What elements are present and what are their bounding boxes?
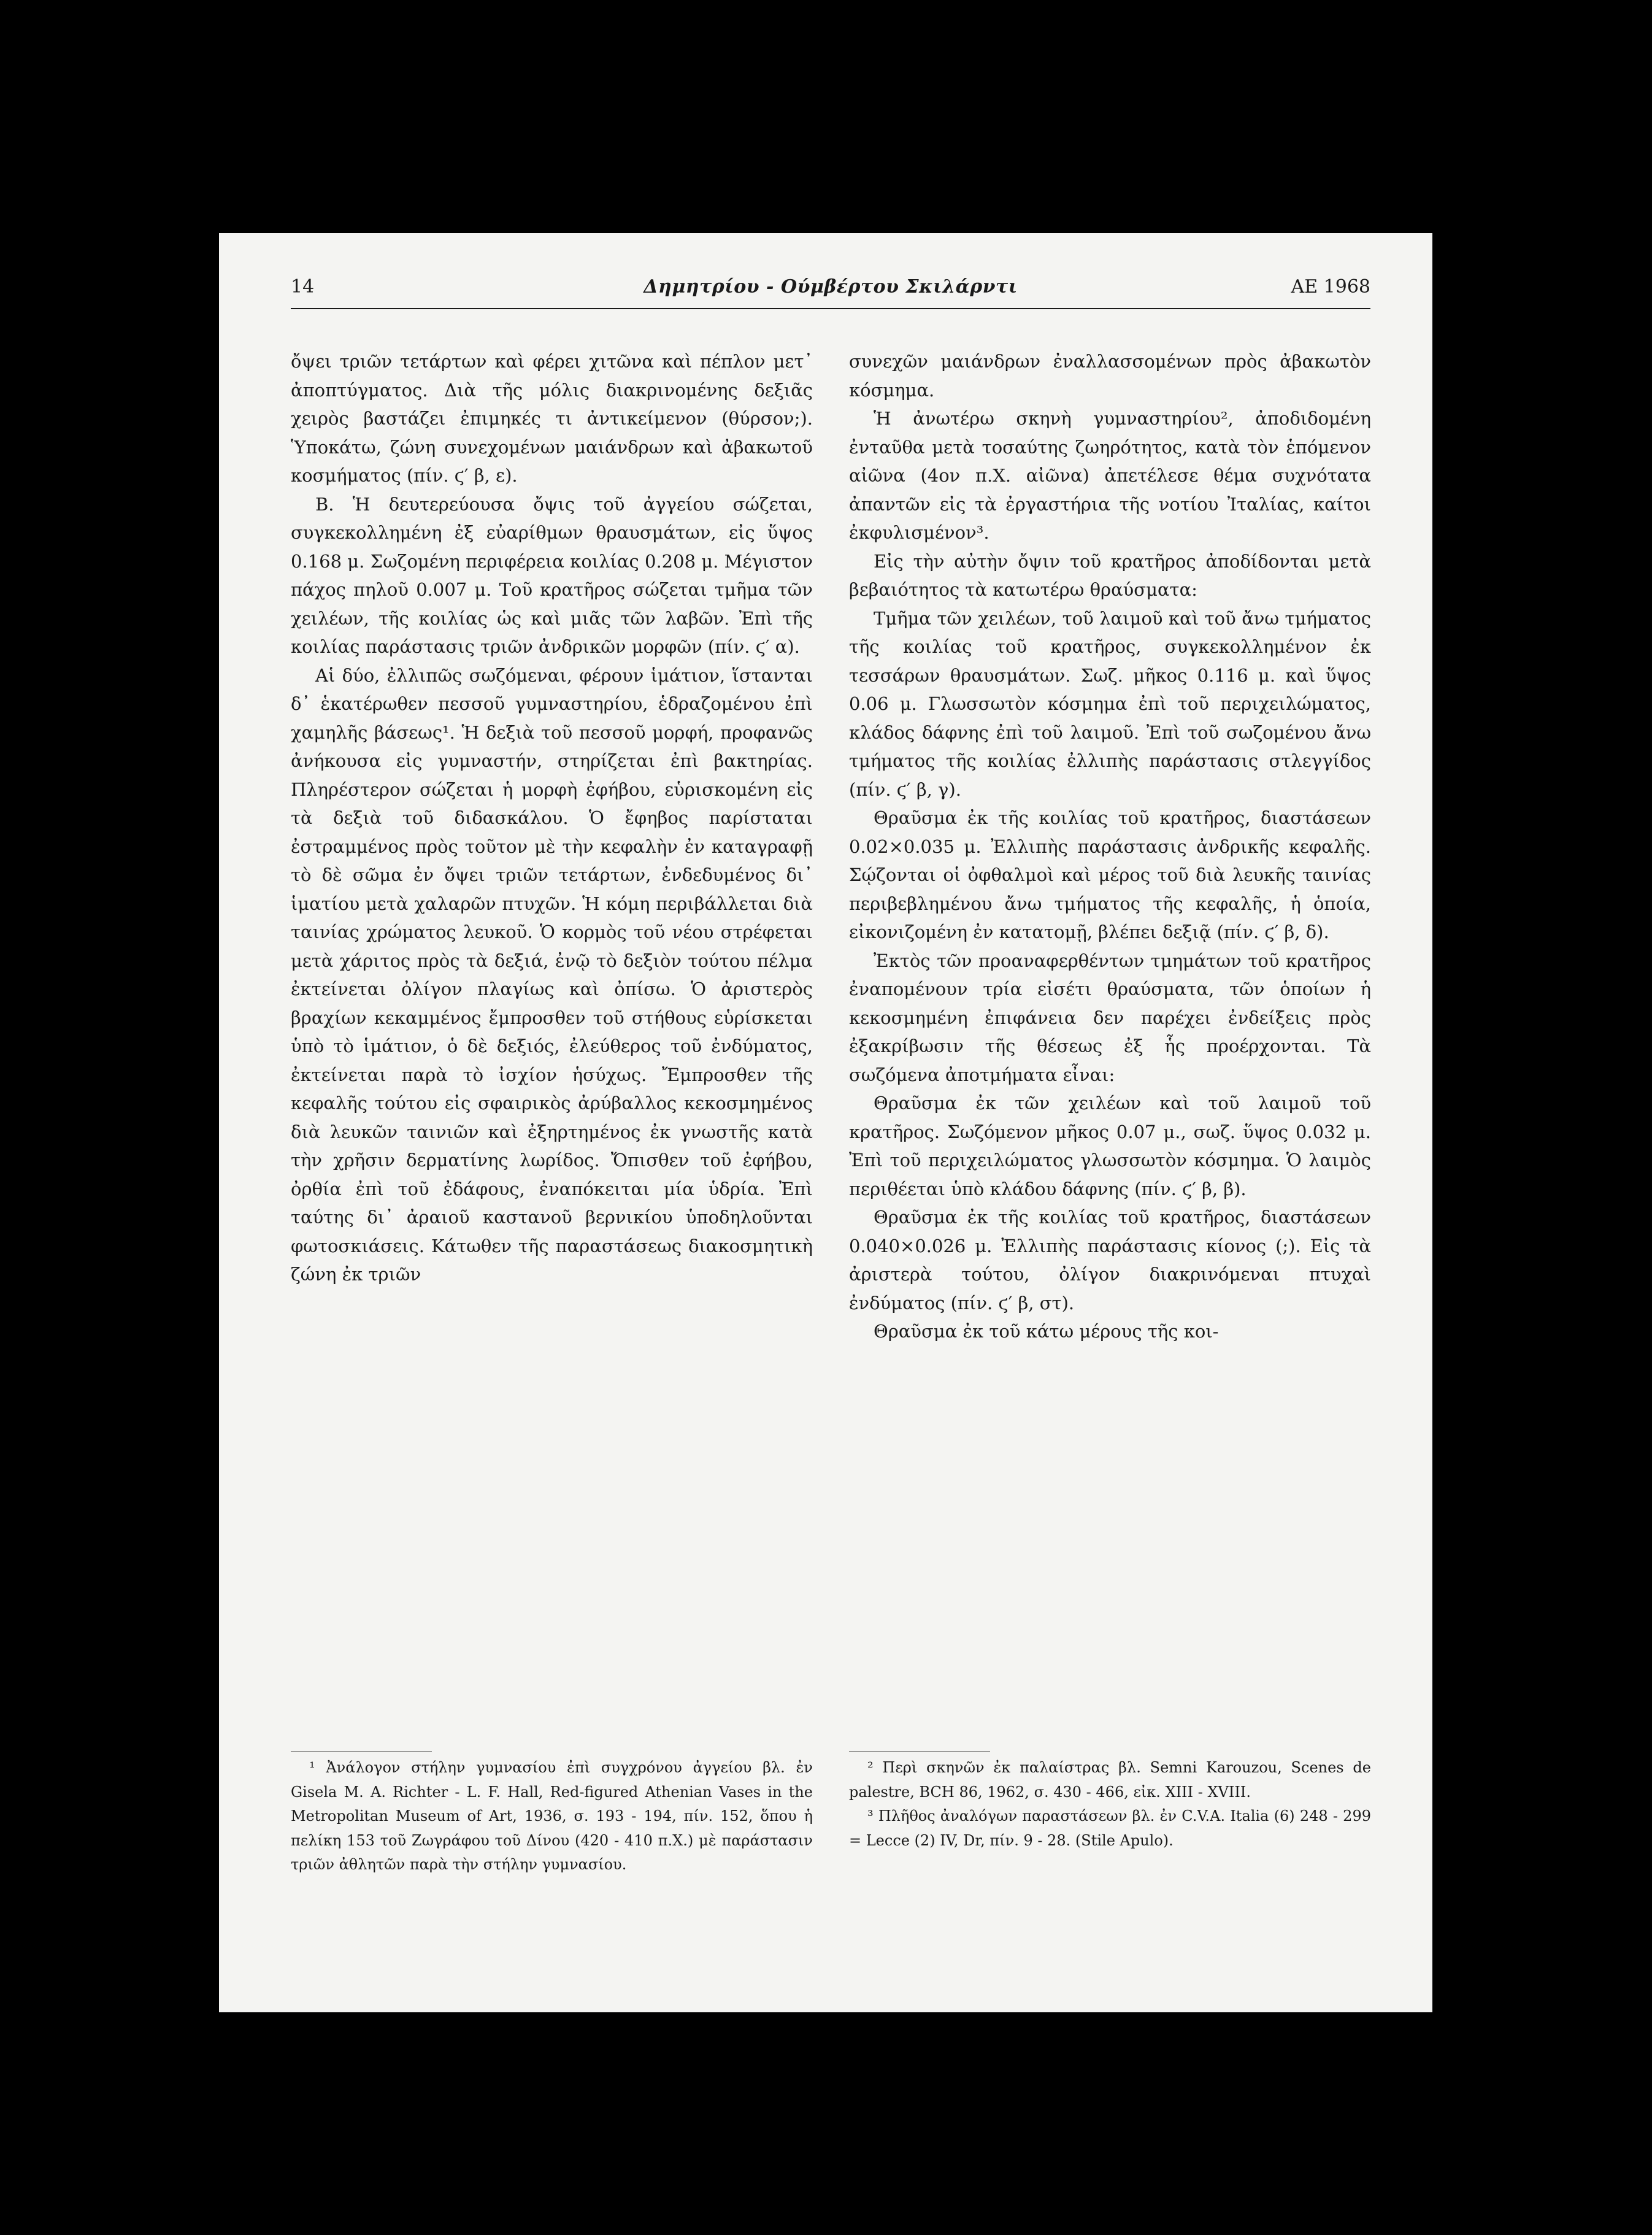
paragraph: Β. Ἡ δευτερεύουσα ὄψις τοῦ ἀγγείου σώζεται, συγκεκολλημένη ἐξ εὐαρίθμων θραυσμάτων, εἰς ὕψος 0.168 μ. Σωζομένη περιφέρεια κοιλίας 0.208 μ. Μέγιστον πάχος πηλοῦ 0.007 μ. Τοῦ κρατῆρος σώζεται τμῆμα τῶν χειλέων, τῆς κοιλίας ὡς καὶ μιᾶς τῶν λαβῶν. Ἐπὶ τῆς κοιλίας παράστασις τριῶν ἀνδρικῶν μορφῶν (πίν. ϛ′ α).: [291, 493, 813, 657]
right-column: [849, 347, 1371, 1346]
left-column: [291, 347, 813, 1289]
paragraph: Ἐκτὸς τῶν προαναφερθέντων τμημάτων τοῦ κρατῆρος ἐναπομένουν τρία εἰσέτι θραύσματα, τῶν ὁποίων ἡ κεκοσμημένη ἐπιφάνεια δεν παρέχει ἐνδείξεις πρὸς ἐξακρίβωσιν τῆς θέσεως ἐξ ἧς προέρχονται. Τὰ σωζόμενα ἀποτμήματα εἶναι:: [849, 950, 1371, 1085]
paragraph: Θραῦσμα ἐκ τῶν χειλέων καὶ τοῦ λαιμοῦ τοῦ κρατῆρος. Σωζόμενον μῆκος 0.07 μ., σωζ. ὕψος 0.032 μ. Ἐπὶ τοῦ περιχειλώματος γλωσσωτὸν κόσμημα. Ὁ λαιμὸς περιθέεται ὑπὸ κλάδου δάφνης (πίν. ϛ′ β, β).: [849, 1093, 1371, 1199]
footnote: ³ Πλῆθος ἀναλόγων παραστάσεων βλ. ἐν C.V.A. Italia (6) 248 - 299 = Lecce (2) IV, Dr, πίν. 9 - 28. (Stile Apulo).: [849, 1807, 1371, 1849]
paragraph: Αἱ δύο, ἐλλιπῶς σωζόμεναι, φέρουν ἱμάτιον, ἵστανται δ᾽ ἑκατέρωθεν πεσσοῦ γυμναστηρίου, ἑδραζομένου ἐπὶ χαμηλῆς βάσεως¹. Ἡ δεξιὰ τοῦ πεσσοῦ μορφή, προφανῶς ἀνήκουσα εἰς γυμναστήν, στηρίζεται ἐπὶ βακτηρίας. Πληρέστερον σώζεται ἡ μορφὴ ἐφήβου, εὑρισκομένη εἰς τὰ δεξιὰ τοῦ διδασκάλου. Ὁ ἔφηβος παρίσταται ἐστραμμένος πρὸς τοῦτον μὲ τὴν κεφαλὴν ἐν καταγραφῇ τὸ δὲ σῶμα ἐν ὄψει τριῶν τετάρτων, ἐνδεδυμένος δι᾽ ἱματίου μετὰ χαλαρῶν πτυχῶν. Ἡ κόμη περιβάλλεται διὰ ταινίας χρώματος λευκοῦ. Ὁ κορμὸς τοῦ νέου στρέφεται μετὰ χάριτος πρὸς τὰ δεξιά, ἐνῷ τὸ δεξιὸν τούτου πέλμα ἐκτείνεται ὀλίγον πλαγίως καὶ ὀπίσω. Ὁ ἀριστερὸς βραχίων κεκαμμένος ἔμπροσθεν τοῦ στήθους εὑρίσκεται ὑπὸ τὸ ἱμάτιον, ὁ δὲ δεξιός, ἐλεύθερος τοῦ ἐνδύματος, ἐκτείνεται παρὰ τὸ ἰσχίον ἡσύχως. Ἔμπροσθεν τῆς κεφαλῆς τούτου εἰς σφαιρικὸς ἀρύβαλλος κεκοσμημένος διὰ λευκῶν ταινιῶν καὶ ἐξηρτημένος ἐκ γνωστῆς κατὰ τὴν χρῆσιν δερματίνης λωρίδος. Ὄπισθεν τοῦ ἐφήβου, ὀρθία ἐπὶ τοῦ ἐδάφους, ἐναπόκειται μία ὑδρία. Ἐπὶ ταύτης δι᾽ ἀραιοῦ καστανοῦ βερνικίου ὑποδηλοῦνται φωτοσκιάσεις. Κάτωθεν τῆς παραστάσεως διακοσμητικὴ ζώνη ἐκ τριῶν: [291, 664, 813, 1285]
footnotes-left: [291, 1756, 813, 1877]
paragraph: ὄψει τριῶν τετάρτων καὶ φέρει χιτῶνα καὶ πέπλον μετ᾽ ἀποπτύγματος. Διὰ τῆς μόλις διακρινομένης δεξιᾶς χειρὸς βαστάζει ἐπιμηκές τι ἀντικείμενον (θύρσον;). Ὑποκάτω, ζώνη συνεχομένων μαιάνδρων καὶ ἀβακωτοῦ κοσμήματος (πίν. ϛ′ β, ε).: [291, 351, 813, 486]
paragraph: Θραῦσμα ἐκ τῆς κοιλίας τοῦ κρατῆρος, διαστάσεων 0.02×0.035 μ. Ἐλλιπὴς παράστασις ἀνδρικῆς κεφαλῆς. Σῴζονται οἱ ὀφθαλμοὶ καὶ μέρος τοῦ διὰ λευκῆς ταινίας περιβεβλημένου ἄνω τμήματος τῆς κεφαλῆς, ἡ ὁποία, εἰκονιζομένη ἐν κατατομῇ, βλέπει δεξιᾷ (πίν. ϛ′ β, δ).: [849, 807, 1371, 942]
header-rule: [291, 308, 1370, 309]
document-page: [219, 233, 1432, 2012]
page-number: 14: [291, 276, 315, 298]
footnote: ¹ Ἀνάλογον στήλην γυμνασίου ἐπὶ συγχρόνου ἀγγείου βλ. ἐν Gisela M. A. Richter - L. F. Hall, Red-figured Athenian Vases in the Metropolitan Museum of Art, 1936, σ. 193 - 194, πίν. 152, ὅπου ἡ πελίκη 153 τοῦ Ζωγράφου τοῦ Δίνου (420 - 410 π.Χ.) μὲ παράστασιν τριῶν ἀθλητῶν παρὰ τὴν στήλην γυμνασίου.: [291, 1759, 813, 1873]
paragraph: Εἰς τὴν αὐτὴν ὄψιν τοῦ κρατῆρος ἀποδίδονται μετὰ βεβαιότητος τὰ κατωτέρω θραύσματα:: [849, 550, 1371, 600]
journal-reference: ΑΕ 1968: [1291, 276, 1370, 298]
running-header: [291, 276, 1370, 313]
paragraph: Ἡ ἀνωτέρω σκηνὴ γυμναστηρίου², ἀποδιδομένη ἐνταῦθα μετὰ τοσαύτης ζωηρότητος, κατὰ τὸν ἑπόμενον αἰῶνα (4ον π.Χ. αἰῶνα) ἀπετέλεσε θέμα συχνότατα ἀπαντῶν εἰς τὰ ἐργαστήρια τῆς νοτίου Ἰταλίας, καίτοι ἐκφυλισμένον³.: [849, 408, 1371, 543]
paragraph: Θραῦσμα ἐκ τῆς κοιλίας τοῦ κρατῆρος, διαστάσεων 0.040×0.026 μ. Ἐλλιπὴς παράστασις κίονος (;). Εἰς τὰ ἀριστερὰ τούτου, ὀλίγον διακρινόμεναι πτυχαὶ ἐνδύματος (πίν. ϛ′ β, στ).: [849, 1207, 1371, 1314]
paragraph: συνεχῶν μαιάνδρων ἐναλλασσομένων πρὸς ἀβακωτὸν κόσμημα.: [849, 351, 1371, 401]
footnotes-right: [849, 1756, 1371, 1853]
paragraph: Θραῦσμα ἐκ τοῦ κάτω μέρους τῆς κοι-: [874, 1321, 1219, 1342]
running-title: Δημητρίου - Ούμβέρτου Σκιλάρντι: [644, 276, 1018, 298]
footnote: ² Περὶ σκηνῶν ἐκ παλαίστρας βλ. Semni Karouzou, Scenes de palestre, BCH 86, 1962, σ. 430 - 466, εἰκ. XIII - XVIII.: [849, 1759, 1371, 1801]
paragraph: Τμῆμα τῶν χειλέων, τοῦ λαιμοῦ καὶ τοῦ ἄνω τμήματος τῆς κοιλίας τοῦ κρατῆρος, συγκεκολλημένον ἐκ τεσσάρων θραυσμάτων. Σωζ. μῆκος 0.116 μ. καὶ ὕψος 0.06 μ. Γλωσσωτὸν κόσμημα ἐπὶ τοῦ περιχειλώματος, κλάδος δάφνης ἐπὶ τοῦ λαιμοῦ. Ἐπὶ τοῦ σωζομένου ἄνω τμήματος τῆς κοιλίας ἐλλιπὴς παράστασις στλεγγίδος (πίν. ϛ′ β, γ).: [849, 607, 1371, 800]
